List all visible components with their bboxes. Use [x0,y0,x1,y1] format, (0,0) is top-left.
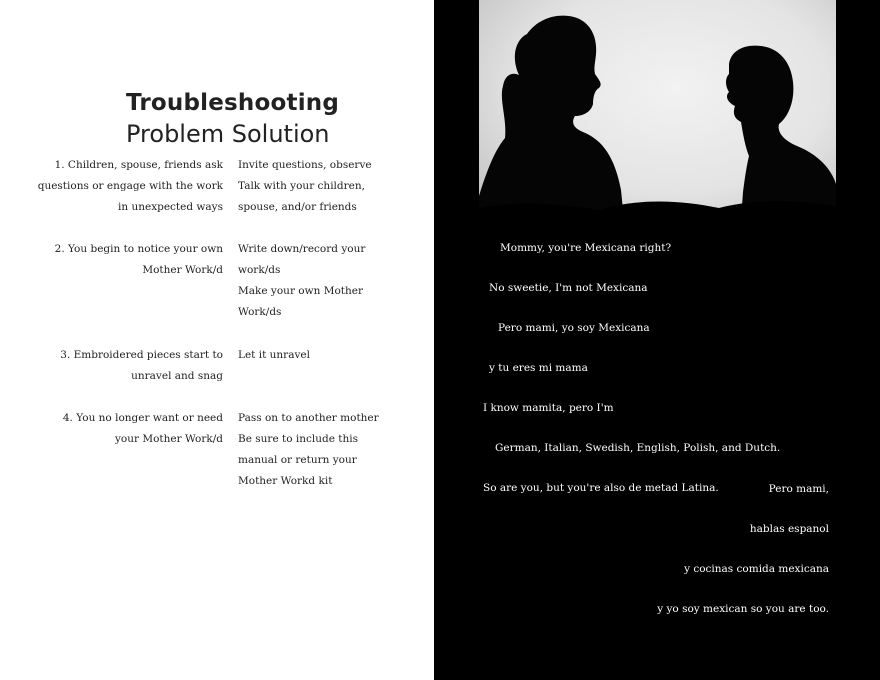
dialogue-line: y yo soy mexican so you are too. [657,603,829,615]
solution-text: Let it unravel [238,349,310,361]
dialogue-line: No sweetie, I'm not Mexicana [489,282,648,294]
solution-text: Pass on to another mother Be sure to include this manual or return your Mother Workd kit [238,412,379,487]
problem-text: 3. Embroidered pieces start to unravel and snag [60,349,223,382]
dialogue-line: Mommy, you're Mexicana right? [500,242,672,254]
table-shadow [479,201,836,220]
problem-text: 1. Children, spouse, friends ask questions or engage with the work in unexpected ways [37,159,223,213]
dialogue-line: I know mamita, pero I'm [483,402,614,414]
boy-silhouette [726,46,836,220]
problem-text: 2. You begin to notice your own Mother Work/d [54,243,223,276]
silhouette-illustration [479,0,836,220]
dialogue-line: Pero mami, yo soy Mexicana [498,322,650,334]
solution-text: Invite questions, observe Talk with your children, spouse, and/or friends [238,159,372,213]
dialogue-line: German, Italian, Swedish, English, Polish, and Dutch. [495,442,781,454]
problem-text: 4. You no longer want or need your Mother Work/d [62,412,223,445]
dialogue-line: y tu eres mi mama [489,362,588,374]
left-page [0,0,434,680]
column-headings: Problem Solution [126,120,330,148]
dialogue-line: Pero mami, [768,483,829,495]
dialogue-line: hablas espanol [749,523,829,535]
dialogue-line: So are you, but you're also de metad Latina. [483,482,719,494]
dialogue-line: y cocinas comida mexicana [684,563,829,575]
silhouette-photo [479,0,836,220]
solution-text: Write down/record your work/ds Make your own Mother Work/ds [238,243,366,318]
girl-silhouette [479,16,624,220]
page-title: Troubleshooting [126,90,340,116]
